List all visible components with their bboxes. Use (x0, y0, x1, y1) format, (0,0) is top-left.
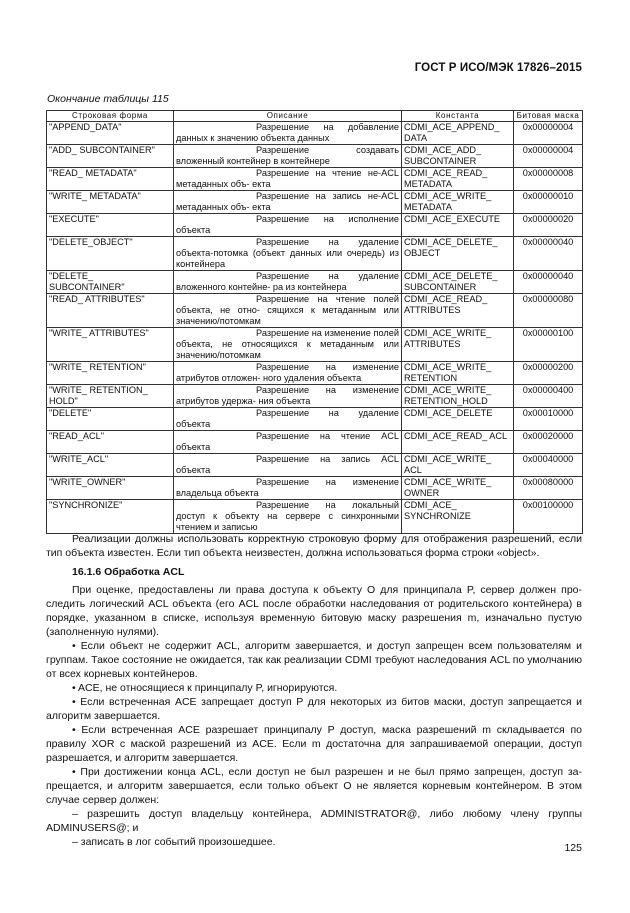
cell-constant: CDMI_ACE_WRITE_ ACL (402, 454, 514, 477)
cell-description (174, 431, 402, 454)
table-row (47, 477, 583, 500)
bullet-item: • Если объект не содержит ACL, алгоритм завершается, и доступ запрещен всем пользователям и группам. Такое состояние не ожидается, так как реализации CDMI требуют наследования ACL по умолчанию от всех корневых контейнеров. (46, 640, 582, 680)
cell-constant: CDMI_ACE_WRITE_ METADATA (402, 191, 514, 214)
cell-string-form: "WRITE_ ATTRIBUTES" (47, 328, 174, 362)
dash-item: – записать в лог событий произошедшее. (72, 836, 276, 848)
cell-bitmask: 0x00000004 (514, 145, 583, 168)
cell-bitmask: 0x00000200 (514, 362, 583, 385)
cell-constant: CDMI_ACE_DELETE_ SUBCONTAINER (402, 271, 514, 294)
cell-description-text: Разрешение на добавление данных к значению объекта данных (176, 122, 399, 143)
cell-description (174, 477, 402, 500)
cell-description-text: Разрешение на чтение полей объекта, не отно- сящихся к метаданным или значению/потомкам (176, 294, 399, 326)
cell-description-text: Разрешение на удаление объекта-потомка (объект данных или очередь) из контейнера (176, 237, 399, 269)
cell-description (174, 294, 402, 328)
cell-constant: CDMI_ACE_READ_ ATTRIBUTES (402, 294, 514, 328)
cell-description-text: Разрешение на изменение полей объекта, не относящихся к метаданным или значению/потомкам (176, 328, 399, 360)
cell-constant: CDMI_ACE_WRITE_ ATTRIBUTES (402, 328, 514, 362)
cell-bitmask: 0x00000040 (514, 271, 583, 294)
cell-constant: CDMI_ACE_DELETE (402, 408, 514, 431)
table-caption: Окончание таблицы 115 (47, 93, 169, 105)
header-bitmask: Битовая маска (514, 111, 583, 122)
cell-bitmask: 0x00000100 (514, 328, 583, 362)
cell-string-form: "WRITE_ METADATA" (47, 191, 174, 214)
cell-description-text: Разрешение на изменение атрибутов удержа- ния объекта (176, 385, 399, 406)
cell-description (174, 122, 402, 145)
cell-description-text: Разрешение на удаление объекта (176, 408, 399, 429)
page-number: 125 (564, 842, 582, 854)
cell-description-text: Разрешение на изменение владельца объекта (176, 477, 399, 498)
table-row (47, 214, 583, 237)
paragraph-main: При оценке, предоставлены ли права доступа к объекту O для принципала P, сервер должен про- следить логический ACL объекта (его ACL после обработки наследования от родительского контейнера) в порядке, указанном в списке, используя временную битовую маску разрешения m, изначально пустую (заполненную нулями). (46, 584, 582, 638)
table-row (47, 362, 583, 385)
table-row (47, 431, 583, 454)
cell-description (174, 237, 402, 271)
table-row (47, 408, 583, 431)
cell-string-form: "APPEND_DATA" (47, 122, 174, 145)
cell-bitmask: 0x00000008 (514, 168, 583, 191)
dash-item: – разрешить доступ владельцу контейнера, ADMINISTRATOR@, либо любому члену группы ADMINUSERS@; и (46, 808, 582, 834)
paragraph-intro: Реализации должны использовать корректную строковую форму для отображения разрешений, если тип объекта известен. Если тип объекта неизвестен, должна использоваться форма строки «object». (46, 533, 582, 559)
cell-bitmask: 0x00000004 (514, 122, 583, 145)
table-row (47, 454, 583, 477)
cell-description-text: Разрешение на изменение атрибутов отложен- ного удаления объекта (176, 362, 399, 383)
cell-string-form: "WRITE_ACL" (47, 454, 174, 477)
table-row (47, 237, 583, 271)
cell-description (174, 500, 402, 534)
cell-description (174, 328, 402, 362)
cell-string-form: "ADD_ SUBCONTAINER" (47, 145, 174, 168)
cell-description-text: Разрешение на запись не-ACL метаданных объ- екта (176, 191, 399, 212)
cell-string-form: "READ_ METADATA" (47, 168, 174, 191)
cell-description-text: Разрешение на чтение ACL объекта (176, 431, 399, 452)
cell-description-text: Разрешение на удаление вложенного контейне- ра из контейнера (176, 271, 399, 292)
bullet-item: • ACE, не относящиеся к принципалу P, игнорируются. (72, 682, 338, 694)
cell-string-form: "READ_ACL" (47, 431, 174, 454)
cell-description-text: Разрешение на запись ACL объекта (176, 454, 399, 475)
table-row (47, 294, 583, 328)
cell-constant: CDMI_ACE_READ_ ACL (402, 431, 514, 454)
acl-permissions-table (46, 110, 583, 534)
cell-bitmask: 0x00000020 (514, 214, 583, 237)
table-row (47, 191, 583, 214)
header-constant: Константа (402, 111, 514, 122)
cell-bitmask: 0x00000080 (514, 294, 583, 328)
cell-string-form: "WRITE_ RETENTION" (47, 362, 174, 385)
document-header: ГОСТ Р ИСО/МЭК 17826–2015 (414, 62, 582, 74)
cell-constant: CDMI_ACE_WRITE_ RETENTION (402, 362, 514, 385)
cell-description (174, 191, 402, 214)
cell-description (174, 214, 402, 237)
cell-constant: CDMI_ACE_ADD_ SUBCONTAINER (402, 145, 514, 168)
table-row (47, 145, 583, 168)
table-row (47, 385, 583, 408)
cell-string-form: "DELETE_OBJECT" (47, 237, 174, 271)
body-text (46, 532, 582, 849)
header-string-form: Строковая форма (47, 111, 174, 122)
table-row (47, 500, 583, 534)
cell-description (174, 454, 402, 477)
table-row (47, 271, 583, 294)
cell-description-text: Разрешение на чтение не-ACL метаданных объ- екта (176, 168, 399, 189)
cell-bitmask: 0x00000040 (514, 237, 583, 271)
cell-description (174, 145, 402, 168)
cell-bitmask: 0x00010000 (514, 408, 583, 431)
cell-bitmask: 0x00080000 (514, 477, 583, 500)
cell-string-form: "DELETE" (47, 408, 174, 431)
cell-constant: CDMI_ACE_ SYNCHRONIZE (402, 500, 514, 534)
cell-description (174, 408, 402, 431)
cell-bitmask: 0x00020000 (514, 431, 583, 454)
bullet-item: • При достижении конца ACL, если доступ не был разрешен и не был прямо запрещен, доступ за- прещается, и алгоритм завершается, если только объект O не является корневым контейнером. В этом случае сервер должен: (46, 766, 582, 806)
cell-constant: CDMI_ACE_DELETE_ OBJECT (402, 237, 514, 271)
table-header-row (47, 111, 583, 122)
header-description: Описание (174, 111, 402, 122)
cell-constant: CDMI_ACE_WRITE_ RETENTION_HOLD (402, 385, 514, 408)
bullet-item: • Если встреченная ACE запрещает доступ P для некоторых из битов маски, доступ запрещается и алгоритм завершается. (46, 696, 582, 722)
cell-description-text: Разрешение создавать вложенный контейнер в контейнере (176, 145, 399, 166)
cell-description (174, 385, 402, 408)
cell-description (174, 168, 402, 191)
cell-constant: CDMI_ACE_APPEND_ DATA (402, 122, 514, 145)
cell-string-form: "SYNCHRONIZE" (47, 500, 174, 534)
cell-constant: CDMI_ACE_READ_ METADATA (402, 168, 514, 191)
cell-string-form: "READ_ ATTRIBUTES" (47, 294, 174, 328)
cell-string-form: "EXECUTE" (47, 214, 174, 237)
cell-description (174, 362, 402, 385)
cell-string-form: "DELETE_ SUBCONTAINER" (47, 271, 174, 294)
table-row (47, 122, 583, 145)
cell-description-text: Разрешение на локальный доступ к объекту на сервере с синхронными чтением и записью (176, 500, 399, 532)
cell-description-text: Разрешение на исполнение объекта (176, 214, 399, 235)
cell-constant: CDMI_ACE_EXECUTE (402, 214, 514, 237)
section-heading: 16.1.6 Обработка ACL (72, 566, 185, 578)
cell-string-form: "WRITE_ RETENTION_ HOLD" (47, 385, 174, 408)
cell-bitmask: 0x00100000 (514, 500, 583, 534)
cell-bitmask: 0x00040000 (514, 454, 583, 477)
cell-bitmask: 0x00000010 (514, 191, 583, 214)
cell-constant: CDMI_ACE_WRITE_ OWNER (402, 477, 514, 500)
cell-description (174, 271, 402, 294)
cell-string-form: "WRITE_OWNER" (47, 477, 174, 500)
bullet-item: • Если встреченная ACE разрешает принципалу P доступ, маска разрешений m складывается по правилу XOR с маской разрешений из ACE. Если m достаточна для запрашиваемой операции, доступ разрешается, и алгоритм завершается. (46, 724, 582, 764)
table-row (47, 168, 583, 191)
cell-bitmask: 0x00000400 (514, 385, 583, 408)
table-row (47, 328, 583, 362)
